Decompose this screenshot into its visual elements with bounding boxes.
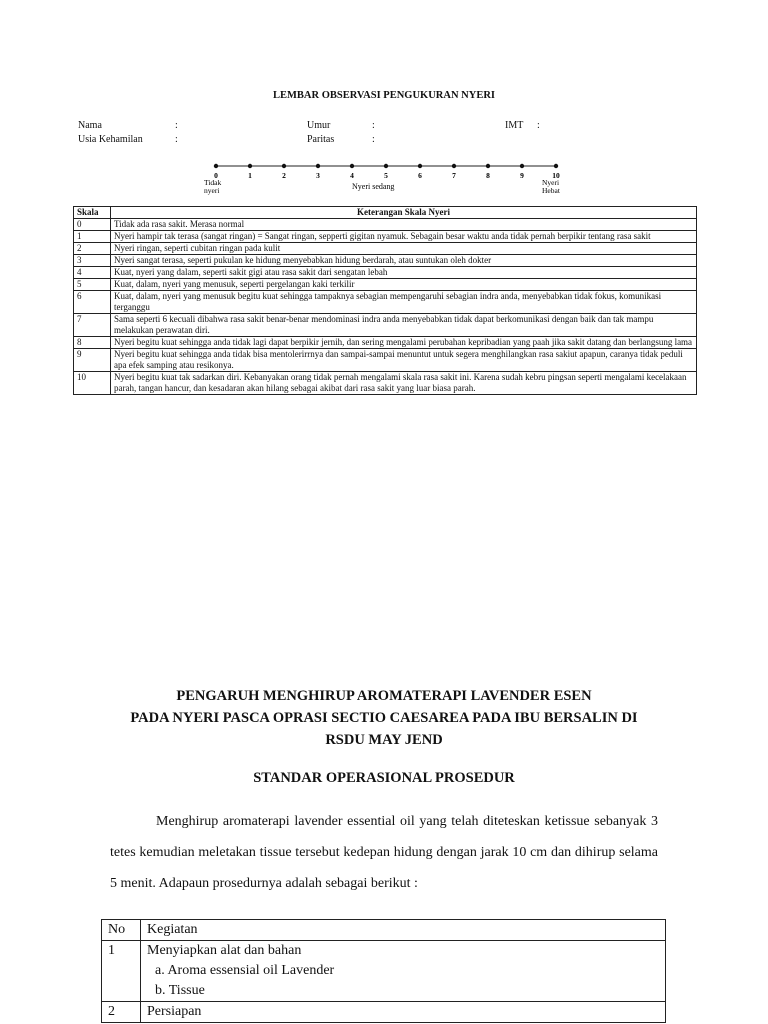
nama-colon: : [175, 120, 178, 131]
skala-cell: 1 [74, 231, 111, 243]
paritas-colon: : [372, 134, 375, 145]
sop-sub-item: b. Tissue [155, 983, 205, 998]
skala-cell: 8 [74, 337, 111, 349]
table-row [74, 291, 697, 314]
scale-mid-label: Nyeri sedang [352, 182, 395, 191]
table-row [74, 255, 697, 267]
scale-number: 7 [452, 171, 456, 180]
scale-dot [554, 164, 558, 168]
scale-number: 5 [384, 171, 388, 180]
scale-number: 6 [418, 171, 422, 180]
sop-header-no: No [102, 920, 141, 941]
sop-header-row [102, 920, 666, 941]
skala-cell: 6 [74, 291, 111, 314]
keterangan-cell: Nyeri begitu kuat tak sadarkan diri. Kebanyakan orang tidak pernah mengalami skala rasa sakit ini. Karena sudah kebru pingsan seperti mengalami kecelakaan parah, tangan hancur, dan kesadaran akan hilang sebagai akibat dari rasa sakit yang luar biasa parah. [111, 372, 697, 395]
table-row [74, 267, 697, 279]
skala-cell: 4 [74, 267, 111, 279]
sop-kegiatan-cell [141, 1002, 666, 1023]
sop-kegiatan-text: Persiapan [147, 1004, 202, 1019]
usia-kehamilan-colon: : [175, 134, 178, 145]
table-row [74, 314, 697, 337]
skala-cell: 10 [74, 372, 111, 395]
sop-kegiatan-text: Menyiapkan alat dan bahan [147, 943, 302, 958]
section-title-line-3: RSDU MAY JEND [325, 732, 443, 748]
scale-dot [520, 164, 524, 168]
nama-label: Nama [78, 120, 102, 131]
header-keterangan: Keterangan Skala Nyeri [111, 207, 697, 219]
skala-cell: 0 [74, 219, 111, 231]
sop-table [101, 919, 666, 1023]
header-skala: Skala [74, 207, 111, 219]
sop-header-kegiatan: Kegiatan [141, 920, 666, 941]
imt-label: IMT [505, 120, 524, 131]
keterangan-cell: Nyeri begitu kuat sehingga anda tidak lagi dapat berpikir jernih, dan sering mengalami perubahan kepribadian yang paah jika sakit datang dan berlangsung lama [111, 337, 697, 349]
scale-number: 8 [486, 171, 490, 180]
imt-colon: : [537, 120, 540, 131]
sop-no-cell: 2 [102, 1002, 141, 1023]
scale-dot [316, 164, 320, 168]
scale-dot [384, 164, 388, 168]
scale-number: 1 [248, 171, 252, 180]
sop-kegiatan-cell [141, 941, 666, 1002]
procedure-paragraph: Menghirup aromaterapi lavender essential oil yang telah diteteskan ketissue sebanyak 3 tetes kemudian meletakan tissue tersebut kedepan hidung dengan jarak 10 cm dan dihirup selama 5 menit. Adapaun prosedurnya adalah sebagai berikut : [110, 814, 658, 891]
keterangan-cell: Tidak ada rasa sakit. Merasa normal [111, 219, 697, 231]
scale-right-label-1: Nyeri [542, 178, 560, 187]
scale-number: 3 [316, 171, 320, 180]
table-row [74, 219, 697, 231]
keterangan-cell: Nyeri sangat terasa, seperti pukulan ke hidung menyebabkan hidung berdarah, atau suntukan oleh dokter [111, 255, 697, 267]
table-row [74, 349, 697, 372]
scale-left-label-1: Tidak [204, 178, 222, 187]
skala-cell: 3 [74, 255, 111, 267]
umur-colon: : [372, 120, 375, 131]
pain-scale-line [200, 158, 580, 202]
sop-no-cell: 1 [102, 941, 141, 1002]
keterangan-cell: Nyeri begitu kuat sehingga anda tidak bisa mentolerirrnya dan sampai-sampai menuntut untuk segera menghilangkan rasa sakiut apapun, caranya tidak peduli apa efek samping atau resikonya. [111, 349, 697, 372]
keterangan-cell: Sama seperti 6 kecuali dibahwa rasa sakit benar-benar mendominasi indra anda menyebabkan tidak dapat berkomunikasi dengan baik dan tak mampu melakukan perawatan diri. [111, 314, 697, 337]
scale-dot [486, 164, 490, 168]
table-row [74, 337, 697, 349]
section-subtitle: STANDAR OPERASIONAL PROSEDUR [253, 770, 515, 786]
skala-cell: 9 [74, 349, 111, 372]
section-title-line-2: PADA NYERI PASCA OPRASI SECTIO CAESAREA PADA IBU BERSALIN DI [130, 710, 638, 726]
keterangan-cell: Kuat, dalam, nyeri yang menusuk begitu kuat sehingga tampaknya sebagian mempengaruhi sebagian indra anda, menyebabkan tidak fokus, komunikasi terganggu [111, 291, 697, 314]
table-row [74, 279, 697, 291]
skala-cell: 2 [74, 243, 111, 255]
paritas-label: Paritas [307, 134, 335, 145]
table-row [74, 372, 697, 395]
keterangan-cell: Kuat, dalam, nyeri yang menusuk, seperti pergelangan kaki terkilir [111, 279, 697, 291]
scale-dot [350, 164, 354, 168]
umur-label: Umur [307, 120, 331, 131]
scale-number: 0 [214, 171, 218, 180]
scale-right-label-2: Hebat [542, 186, 560, 195]
usia-kehamilan-label: Usia Kehamilan [78, 134, 143, 145]
scale-dot [282, 164, 286, 168]
section-title-line-1: PENGARUH MENGHIRUP AROMATERAPI LAVENDER ESEN [176, 688, 592, 704]
skala-cell: 5 [74, 279, 111, 291]
keterangan-cell: Kuat, nyeri yang dalam, seperti sakit gigi atau rasa sakit dari sengatan lebah [111, 267, 697, 279]
scale-number: 4 [350, 171, 354, 180]
table-row [74, 231, 697, 243]
keterangan-cell: Nyeri hampir tak terasa (sangat ringan) = Sangat ringan, sepperti gigitan nyamuk. Sebagain besar waktu anda tidak pernah berpikir tentang rasa sakit [111, 231, 697, 243]
scale-dot [418, 164, 422, 168]
scale-dot [248, 164, 252, 168]
skala-cell: 7 [74, 314, 111, 337]
table-header-row [74, 207, 697, 219]
sop-sub-item: a. Aroma essensial oil Lavender [155, 963, 335, 978]
scale-number: 10 [552, 171, 560, 180]
scale-number: 2 [282, 171, 286, 180]
scale-dot [452, 164, 456, 168]
pain-scale-table [73, 206, 697, 395]
sop-row [102, 1002, 666, 1023]
table-row [74, 243, 697, 255]
scale-number: 9 [520, 171, 524, 180]
sop-row [102, 941, 666, 1002]
scale-left-label-2: nyeri [204, 186, 220, 195]
page-title: LEMBAR OBSERVASI PENGUKURAN NYERI [272, 90, 495, 101]
scale-dot [214, 164, 218, 168]
keterangan-cell: Nyeri ringan, seperti cubitan ringan pada kulit [111, 243, 697, 255]
